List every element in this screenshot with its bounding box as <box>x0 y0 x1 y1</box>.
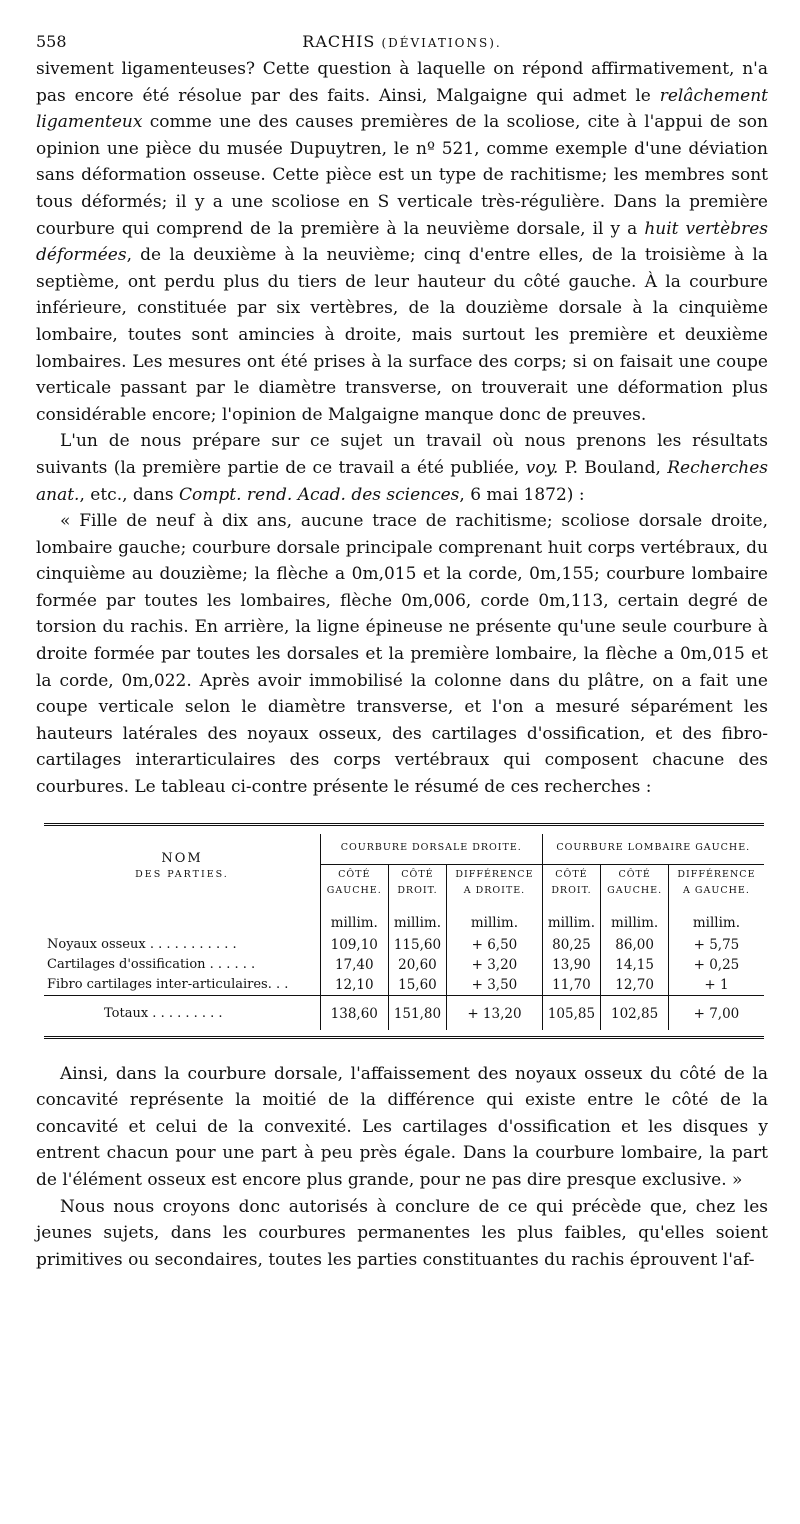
cell: + 5,75 <box>668 935 764 955</box>
cell: 20,60 <box>388 955 447 975</box>
total-cell: + 7,00 <box>668 995 764 1030</box>
cell: 86,00 <box>601 935 669 955</box>
cell: 80,25 <box>542 935 601 955</box>
row-name: Fibro cartilages inter-articulaires. . . <box>47 977 289 993</box>
cell: 17,40 <box>321 955 389 975</box>
unit-cell: millim. <box>601 901 669 935</box>
table-row <box>44 955 764 975</box>
table-row <box>44 935 764 955</box>
unit-cell: millim. <box>668 901 764 935</box>
cell: 12,10 <box>321 975 389 996</box>
cell: 13,90 <box>542 955 601 975</box>
p2a-text: L'un de nous prépare sur ce sujet un travail où nous prenons les résultats suivants (la première partie de ce travail a été publiée, <box>36 431 768 478</box>
total-cell: 138,60 <box>321 995 389 1030</box>
paragraph-2 <box>36 428 768 508</box>
group-dorsal: COURBURE DORSALE DROITE. <box>321 834 543 865</box>
nom-header <box>44 834 321 901</box>
p1-italic-2: huit vertèbres déformées <box>36 218 768 266</box>
running-title <box>36 32 768 51</box>
table-row <box>44 975 764 996</box>
paragraph-1 <box>36 56 768 428</box>
col-header: CÔTÉ GAUCHE. <box>601 864 669 901</box>
p1c-text: , de la deuxième à la neuvième; cinq d'entre elles, de la troisième à la septième, ont perdu plus du tiers de leur hauteur du côté gauche. À la courbure inférieure, constituée par six vertèbres, de la douzième dorsale à la cinquième lombaire, toutes sont amincies à droite, mais surtout les première et deuxième lombaires. Les mesures ont été prises à la surface des corps; si on faisait une coupe verticale passant par le diamètre transverse, on trouverait une déformation plus considérable encore; l'opinion de Malgaigne manque donc de preuves. <box>36 245 768 425</box>
paragraph-4: Ainsi, dans la courbure dorsale, l'affaissement des noyaux osseux du côté de la concavité représente la moitié de la différence qui existe entre le côté de la concavité et celui de la convexité. Les cartilages d'ossification et les disques y entrent chacun pour une part à peu près égale. Dans la courbure lombaire, la part de l'élément osseux est encore plus grande, pour ne pas dire presque exclusive. » <box>36 1063 768 1190</box>
col-header: CÔTÉ DROIT. <box>542 864 601 901</box>
unit-cell: millim. <box>542 901 601 935</box>
units-row <box>44 901 764 935</box>
col-header: DIFFÉRENCE A GAUCHE. <box>668 864 764 901</box>
p1-italic: relâchement ligamenteux <box>36 85 768 133</box>
total-cell: 151,80 <box>388 995 447 1030</box>
unit-cell: millim. <box>388 901 447 935</box>
total-cell: + 13,20 <box>447 995 542 1030</box>
paragraph-5: Nous nous croyons donc autorisés à conclure de ce qui précède que, chez les jeunes sujets, dans les courbures permanentes les plus faibles, qu'elles soient primitives ou secondaires, toutes les parties constituantes du rachis éprouvent l'af- <box>36 1196 768 1270</box>
running-title-main: RACHIS <box>302 32 376 51</box>
measurements-table <box>44 823 764 1039</box>
total-cell: 105,85 <box>542 995 601 1030</box>
cell: + 3,50 <box>447 975 542 996</box>
unit-cell: millim. <box>447 901 542 935</box>
col-header: CÔTÉ DROIT. <box>388 864 447 901</box>
cell: 115,60 <box>388 935 447 955</box>
total-row <box>44 995 764 1030</box>
cell: + 6,50 <box>447 935 542 955</box>
cell: 15,60 <box>388 975 447 996</box>
row-name: Cartilages d'ossification . . . . . . <box>47 957 256 973</box>
cell: 109,10 <box>321 935 389 955</box>
cell: 14,15 <box>601 955 669 975</box>
col-header: DIFFÉRENCE A DROITE. <box>447 864 542 901</box>
total-cell: 102,85 <box>601 995 669 1030</box>
p1b-text: comme une des causes premières de la scoliose, cite à l'appui de son opinion une pièce du musée Dupuytren, le nº 521, comme exemple d'une déviation sans déformation osseuse. Cette pièce est un type de rachitisme; les membres sont tous déformés; il y a une scoliose en S verticale très-régulière. Dans la première courbure qui comprend de la première à la neuvième dorsale, il y a <box>36 112 768 239</box>
p2d-text: , 6 mai 1872) : <box>459 484 585 505</box>
nom-sub: DES PARTIES. <box>135 869 229 881</box>
p2-italic-comptes: Compt. rend. Acad. des sciences <box>179 484 460 505</box>
page <box>36 28 768 1273</box>
cell: + 1 <box>668 975 764 996</box>
cell: + 3,20 <box>447 955 542 975</box>
cell: + 0,25 <box>668 955 764 975</box>
p2b-text: P. Bouland, <box>558 457 668 478</box>
running-title-sub: (DÉVIATIONS). <box>381 36 502 50</box>
p1-text: sivement ligamenteuses? Cette question à laquelle on répond affirmativement, n'a pas encore été résolue par des faits. Ainsi, Malgaigne qui admet le <box>36 59 768 106</box>
running-head <box>36 28 768 56</box>
nom-main: NOM <box>161 851 203 867</box>
p2c-text: , etc., dans <box>79 484 179 505</box>
group-lombaire: COURBURE LOMBAIRE GAUCHE. <box>542 834 764 865</box>
row-name: Noyaux osseux . . . . . . . . . . . <box>47 937 237 953</box>
p2-italic-voy: voy. <box>525 457 559 478</box>
cell: 12,70 <box>601 975 669 996</box>
col-header: CÔTÉ GAUCHE. <box>321 864 389 901</box>
unit-cell: millim. <box>321 901 389 935</box>
page-number: 558 <box>36 32 67 51</box>
p2-italic-recherches: Recherches anat. <box>36 457 769 505</box>
paragraph-3-quote: « Fille de neuf à dix ans, aucune trace de rachitisme; scoliose dorsale droite, lombaire gauche; courbure dorsale principale comprenant huit corps vertébraux, du cinquième au douzième; la flèche a 0m,015 et la corde, 0m,155; courbure lombaire formée par toutes les lombaires, flèche 0m,006, corde 0m,113, certain degré de torsion du rachis. En arrière, la ligne épineuse ne présente qu'une seule courbure à droite formée par toutes les dorsales et la première lombaire, la flèche a 0m,015 et la corde, 0m,022. Après avoir immobilisé la colonne dans du plâtre, on a fait une coupe verticale selon le diamètre transverse, et l'on a mesuré séparément les hauteurs latérales des noyaux osseux, des cartilages d'ossification, et des fibro-cartilages interarticulaires des corps vertébraux qui composent chacune des courbures. Le tableau ci-contre présente le résumé de ces recherches : <box>36 511 768 798</box>
cell: 11,70 <box>542 975 601 996</box>
total-name: Totaux . . . . . . . . . <box>44 995 321 1030</box>
